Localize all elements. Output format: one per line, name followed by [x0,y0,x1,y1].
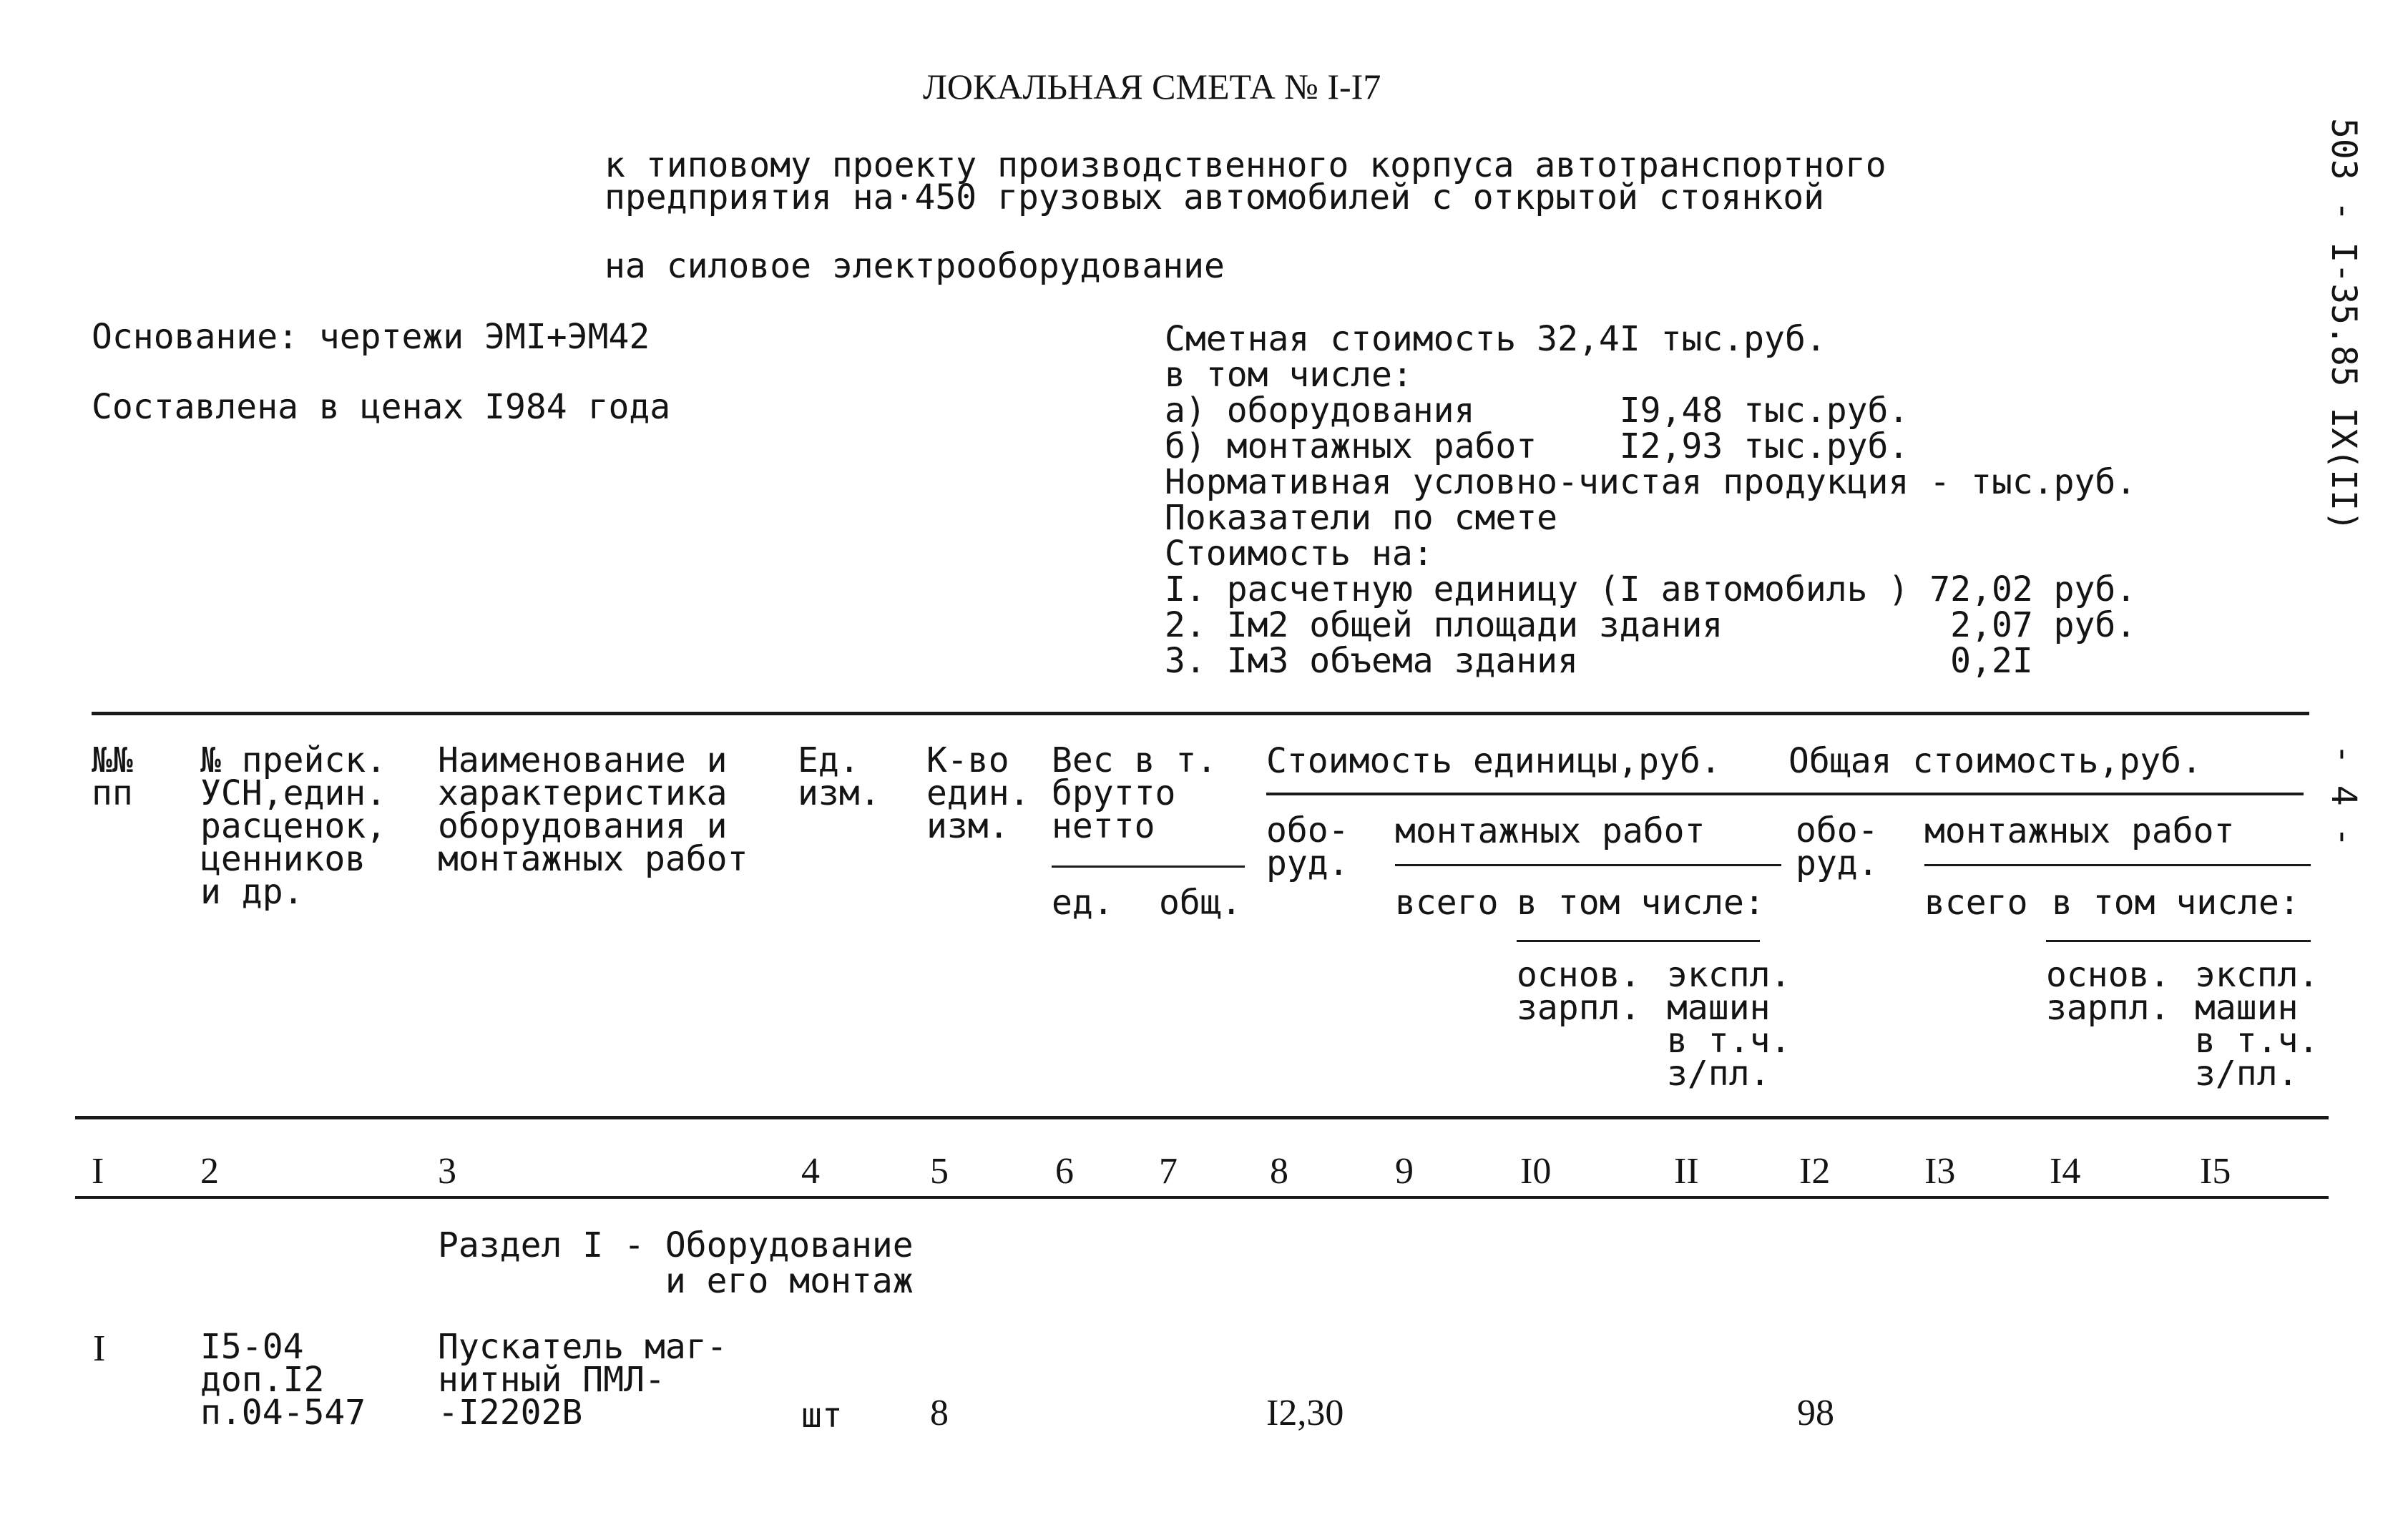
weight-header-rule [1052,866,1245,868]
cost-summary-line: Показатели по смете [1165,498,1558,538]
unit-incl-rule [1517,940,1760,942]
header-total-install-all: всего [1924,883,2028,923]
header-total-install: монтажных работ [1924,811,2235,851]
row-quantity: 8 [930,1393,949,1433]
header-unit-wage: основ. зарпл. [1517,955,1641,1028]
header-weight-total: общ. [1159,883,1242,923]
table-top-rule [92,712,2309,715]
header-total-install-incl: в том числе: [2052,883,2300,923]
column-number: I0 [1520,1151,1552,1192]
header-unit-cost: Стоимость единицы,руб. [1266,741,1721,781]
cost-header-rule [1266,793,2304,795]
header-unit-install-all: всего [1395,883,1499,923]
section-title: Раздел I - Оборудование и его монтаж [438,1225,914,1301]
cost-summary-line: а) оборудования I9,48 тыс.руб. [1165,391,1909,431]
project-subtitle-line-2: предприятия на·450 грузовых автомобилей с открытой стоянкой [605,177,1825,217]
cost-summary-line: I. расчетную единицу (I автомобиль ) 72,02 руб. [1165,569,2137,609]
header-total-wage: основ. зарпл. [2046,955,2170,1028]
header-unit-equipment: обо- руд. [1266,810,1349,883]
column-number: I3 [1924,1151,1956,1192]
table-header-bottom-rule [75,1116,2329,1119]
header-weight-unit: ед. [1052,883,1114,923]
total-install-rule [1924,864,2311,866]
header-unit-machine: экспл. машин в т.ч. з/пл. [1667,955,1791,1094]
column-number: I5 [2200,1151,2231,1192]
cost-summary-line: Нормативная условно-чистая продукция - тыс.руб. [1165,462,2137,502]
column-number: 8 [1270,1151,1288,1192]
page-title: ЛОКАЛЬНАЯ СМЕТА № I-I7 [923,67,1381,107]
estimate-subject: на силовое электрооборудование [605,246,1225,286]
column-number: I [92,1151,104,1192]
cost-summary-line: 2. Iм2 общей площади здания 2,07 руб. [1165,605,2137,645]
column-number-rule [75,1196,2329,1199]
basis-drawings: Основание: чертежи ЭМI+ЭМ42 [92,317,650,357]
header-total-cost: Общая стоимость,руб. [1788,741,2202,781]
column-number: 6 [1055,1151,1074,1192]
header-weight: Вес в т. брутто нетто [1052,740,1218,846]
page-number: - 4 - [2324,744,2364,848]
row-unit-equipment-cost: I2,30 [1266,1393,1344,1433]
cost-summary-line: 3. Iм3 объема здания 0,2I [1165,641,2033,681]
cost-summary-line: Сметная стоимость 32,4I тыс.руб. [1165,319,1826,359]
column-number: 2 [200,1151,219,1192]
row-item-name: Пускатель маг- нитный ПМЛ- -I2202В [438,1327,728,1433]
row-unit: шт [801,1396,843,1436]
row-total-equipment-cost: 98 [1797,1393,1834,1433]
header-total-equipment: обо- руд. [1796,810,1879,883]
cost-summary-line: б) монтажных работ I2,93 тыс.руб. [1165,426,1909,466]
side-document-code: 503 - I-35.85 IX(II) [2324,118,2364,531]
total-incl-rule [2046,940,2311,942]
column-number: 7 [1159,1151,1178,1192]
column-number: 4 [801,1151,820,1192]
column-number: 9 [1395,1151,1414,1192]
cost-summary-line: Стоимость на: [1165,534,1434,574]
unit-install-rule [1395,864,1781,866]
column-number: II [1674,1151,1699,1192]
header-unit-install-incl: в том числе: [1517,883,1765,923]
header-name: Наименование и характеристика оборудования и монтажных работ [438,740,748,879]
cost-summary-line: в том числе: [1165,355,1413,395]
header-unit: Ед. изм. [798,740,881,813]
row-number: I [93,1328,106,1369]
column-number: 3 [438,1151,456,1192]
header-row-number: №№ пп [92,740,133,813]
header-quantity: К-во един. изм. [926,740,1030,846]
header-price-code: № прейск. УСН,един. расценок, ценников и др. [200,740,387,912]
project-subtitle-line-1: к типовому проекту производственного корпуса автотранспортного [605,145,1886,185]
column-number: 5 [930,1151,949,1192]
basis-price-level: Составлена в ценах I984 года [92,387,671,427]
column-number: I2 [1799,1151,1831,1192]
row-price-code: I5-04 доп.I2 п.04-547 [200,1327,366,1433]
column-number: I4 [2050,1151,2081,1192]
header-total-machine: экспл. машин в т.ч. з/пл. [2195,955,2319,1094]
header-unit-install: монтажных работ [1395,811,1705,851]
